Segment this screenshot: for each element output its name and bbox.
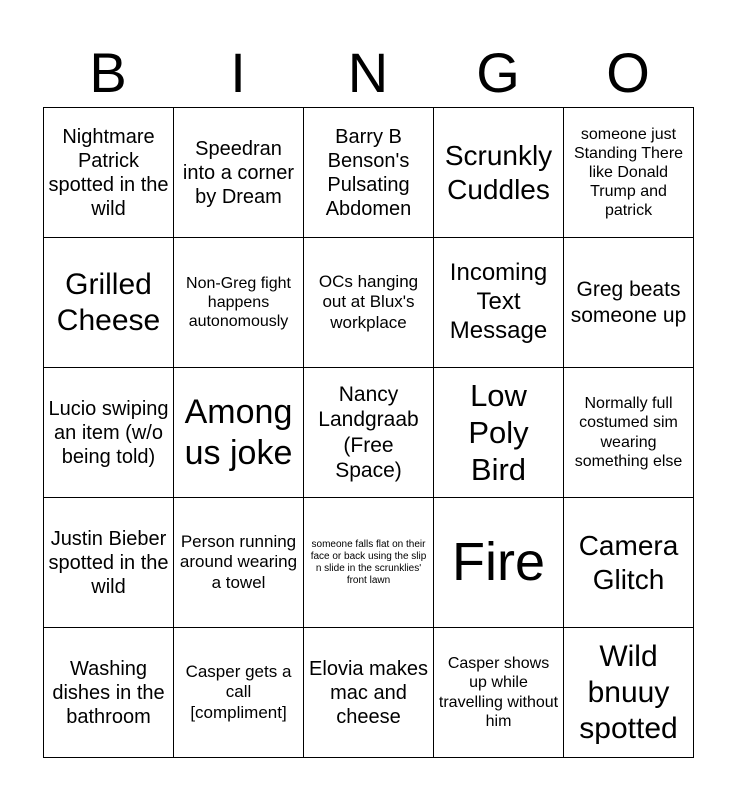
bingo-header — [43, 40, 693, 106]
bingo-cell[interactable]: Casper shows up while travelling without him — [434, 628, 564, 758]
bingo-board — [43, 107, 694, 758]
board-row-1 — [44, 108, 694, 238]
header-letter-b: B — [89, 41, 127, 104]
bingo-cell[interactable]: Greg beats someone up — [564, 238, 694, 368]
header-letter-n: N — [347, 41, 389, 104]
board-row-2 — [44, 238, 694, 368]
bingo-cell[interactable]: Normally full costumed sim wearing something else — [564, 368, 694, 498]
board-row-4 — [44, 498, 694, 628]
bingo-cell[interactable]: someone just Standing There like Donald Trump and patrick — [564, 108, 694, 238]
bingo-cell[interactable]: Grilled Cheese — [44, 238, 174, 368]
bingo-cell[interactable]: Scrunkly Cuddles — [434, 108, 564, 238]
header-letter-i: I — [230, 41, 246, 104]
bingo-cell[interactable]: Nancy Landgraab (Free Space) — [304, 368, 434, 498]
header-letter-o: O — [606, 41, 650, 104]
bingo-cell[interactable]: Camera Glitch — [564, 498, 694, 628]
bingo-cell[interactable]: OCs hanging out at Blux's workplace — [304, 238, 434, 368]
bingo-cell[interactable]: Fire — [434, 498, 564, 628]
bingo-cell[interactable]: Person running around wearing a towel — [174, 498, 304, 628]
bingo-cell[interactable]: Speedran into a corner by Dream — [174, 108, 304, 238]
bingo-cell[interactable]: Low Poly Bird — [434, 368, 564, 498]
board-row-3 — [44, 368, 694, 498]
bingo-cell[interactable]: someone falls flat on their face or back using the slip n slide in the scrunklies' front lawn — [304, 498, 434, 628]
bingo-cell[interactable]: Non-Greg fight happens autonomously — [174, 238, 304, 368]
bingo-cell[interactable]: Washing dishes in the bathroom — [44, 628, 174, 758]
bingo-cell[interactable]: Wild bnuuy spotted — [564, 628, 694, 758]
bingo-cell[interactable]: Nightmare Patrick spotted in the wild — [44, 108, 174, 238]
bingo-cell[interactable]: Incoming Text Message — [434, 238, 564, 368]
bingo-cell[interactable]: Among us joke — [174, 368, 304, 498]
board-row-5 — [44, 628, 694, 758]
bingo-cell[interactable]: Justin Bieber spotted in the wild — [44, 498, 174, 628]
bingo-cell[interactable]: Casper gets a call [compliment] — [174, 628, 304, 758]
header-letter-g: G — [476, 41, 520, 104]
bingo-cell[interactable]: Barry B Benson's Pulsating Abdomen — [304, 108, 434, 238]
bingo-cell[interactable]: Elovia makes mac and cheese — [304, 628, 434, 758]
bingo-cell[interactable]: Lucio swiping an item (w/o being told) — [44, 368, 174, 498]
